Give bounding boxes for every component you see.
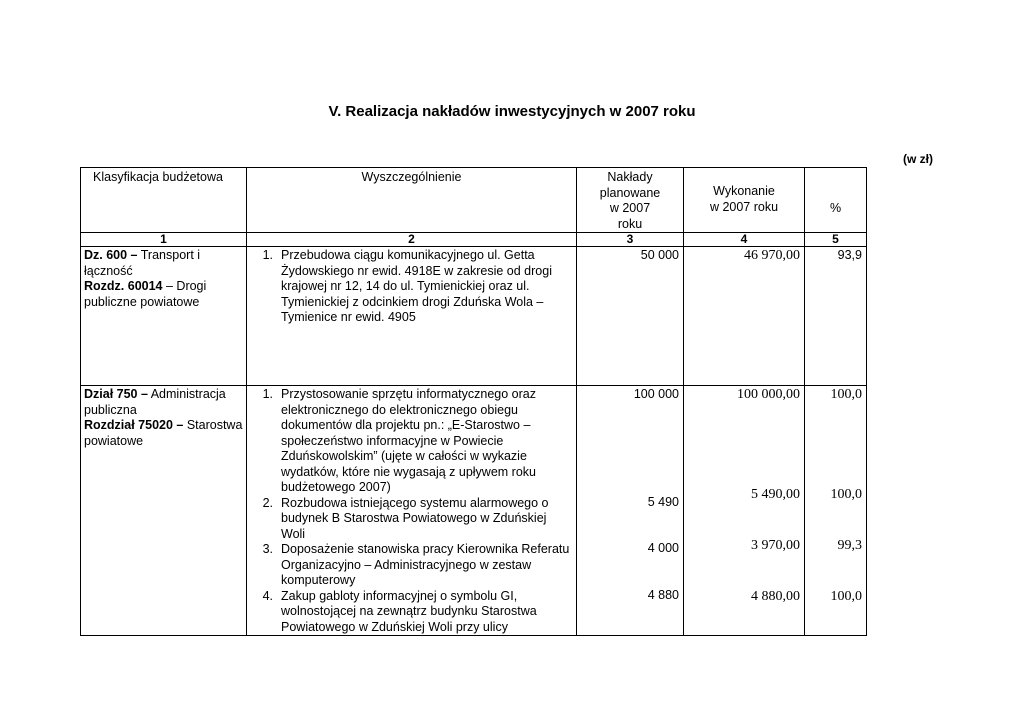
item-number: 4. (262, 588, 273, 603)
page-title: V. Realizacja nakładów inwestycyjnych w 2007 roku (328, 103, 696, 120)
column-number: 3 (577, 233, 684, 247)
chapter-code: Rozdział 75020 – (84, 418, 184, 432)
list-item (247, 589, 576, 636)
executed-value: 100 000,00 (737, 387, 800, 402)
division-name: Transport i łączność (84, 248, 201, 278)
list-item (247, 496, 576, 543)
description-cell (247, 386, 577, 636)
chapter-code: Rozdz. 60014 (84, 279, 163, 293)
header-planned-line1: Nakłady (607, 170, 653, 184)
planned-value: 5 490 (647, 495, 679, 509)
planned-cell (577, 247, 684, 386)
header-planned (577, 168, 684, 233)
table-row (81, 386, 867, 636)
column-number: 5 (805, 233, 867, 247)
column-number: 2 (247, 233, 577, 247)
item-text: Doposażenie stanowiska pracy Kierownika Referatu Organizacyjno – Administracyjnego w zestaw komputerowy (281, 542, 570, 587)
item-text: Zakup gabloty informacyjnej o symbolu GI, wolnostojącej na zewnątrz budynku Starostwa Powiatowego w Zduńskiej Woli przy ulicy (281, 588, 537, 634)
percent-value: 93,9 (837, 248, 862, 262)
percent-value: 99,3 (837, 538, 862, 553)
executed-cell (684, 247, 805, 386)
planned-cell (577, 386, 684, 636)
header-percent (805, 168, 867, 233)
item-number: 3. (262, 542, 273, 556)
percent-value: 100,0 (830, 487, 862, 502)
item-number: 1. (262, 248, 273, 262)
column-number-row (81, 233, 867, 247)
header-percent-label: % (829, 201, 842, 215)
division-name: Administracja publiczna (84, 387, 226, 417)
planned-value: 50 000 (640, 248, 679, 262)
header-row (81, 168, 867, 233)
header-planned-line2: planowane (599, 185, 661, 200)
list-item (247, 248, 576, 326)
planned-value: 4 000 (647, 541, 679, 555)
column-number: 4 (684, 233, 805, 247)
description-cell (247, 247, 577, 386)
item-text: Rozbudowa istniejącego systemu alarmowego o budynek B Starostwa Powiatowego w Zduńskiej Woli (281, 495, 549, 541)
classification-cell (81, 386, 247, 636)
chapter-name: Starostwa powiatowe (84, 418, 243, 448)
header-planned-line4: roku (617, 216, 643, 231)
executed-value: 5 490,00 (751, 487, 800, 502)
column-number: 1 (81, 233, 247, 247)
percent-value: 100,0 (830, 589, 862, 604)
classification-cell (81, 247, 247, 386)
unit-label: (w zł) (903, 152, 933, 166)
list-item (247, 542, 576, 589)
investment-table (80, 167, 867, 636)
item-number: 1. (262, 387, 273, 401)
header-classification: Klasyfikacja budżetowa (81, 168, 247, 233)
header-planned-line3: w 2007 (609, 201, 651, 215)
header-executed-line1: Wykonanie (713, 184, 775, 198)
header-executed-line2: w 2007 roku (709, 199, 779, 214)
item-text: Przebudowa ciągu komunikacyjnego ul. Getta Żydowskiego nr ewid. 4918E w zakresie od drogi krajowej nr 12, 14 do ul. Tymienickiej oraz ul. Tymienickiej z odcinkiem drogi Zduńska Wola – Tymienice nr ewid. 4905 (281, 248, 552, 324)
list-item (247, 387, 576, 496)
percent-cell (805, 247, 867, 386)
planned-value: 100 000 (633, 387, 679, 401)
division-code: Dz. 600 – (84, 248, 138, 262)
table-row (81, 247, 867, 386)
executed-value: 46 970,00 (744, 248, 800, 263)
percent-value: 100,0 (830, 387, 862, 402)
item-text: Przystosowanie sprzętu informatycznego oraz elektronicznego do elektronicznego obiegu dokumentów dla projektu pn.: „E-Starostwo – społeczeństwo informacyjne w Powiecie Zduńskowolskim” (ujęte w całości w wykazie wydatków, które nie wygasają z upływem roku budżetowego 2007) (281, 387, 536, 494)
percent-cell (805, 386, 867, 636)
chapter-name: – Drogi publiczne powiatowe (84, 279, 207, 309)
executed-value: 4 880,00 (751, 589, 800, 604)
executed-cell (684, 386, 805, 636)
header-executed (684, 168, 805, 233)
item-number: 2. (262, 495, 273, 510)
planned-value: 4 880 (647, 588, 679, 602)
division-code: Dział 750 – (84, 387, 148, 401)
header-description: Wyszczególnienie (247, 168, 577, 233)
executed-value: 3 970,00 (751, 538, 800, 553)
